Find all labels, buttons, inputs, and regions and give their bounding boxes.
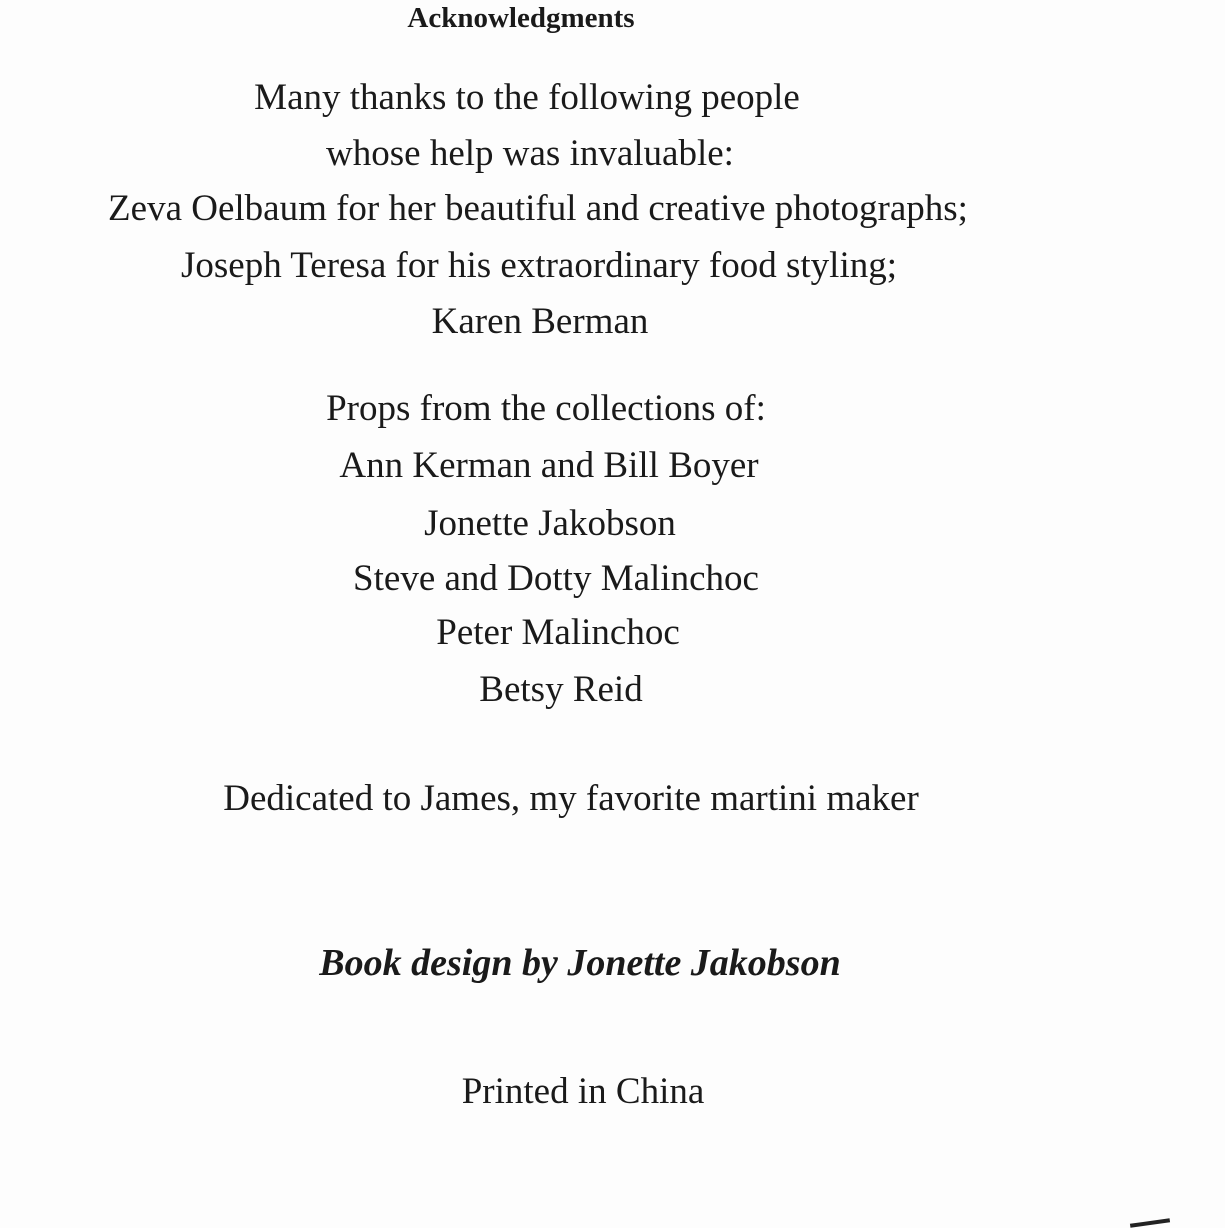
- thanks-line: Zeva Oelbaum for her beautiful and creative photographs;: [108, 188, 968, 229]
- thanks-line: Karen Berman: [431, 301, 649, 342]
- dedication: Dedicated to James, my favorite martini maker: [223, 778, 919, 819]
- thanks-line: whose help was invaluable:: [326, 133, 734, 174]
- props-heading: Props from the collections of:: [326, 388, 766, 429]
- page-edge-shadow: [1130, 1218, 1170, 1228]
- design-credit: Book design by Jonette Jakobson: [319, 942, 841, 984]
- props-line: Ann Kerman and Bill Boyer: [339, 445, 759, 486]
- props-line: Steve and Dotty Malinchoc: [353, 558, 759, 599]
- props-line: Jonette Jakobson: [424, 503, 676, 544]
- printed-in: Printed in China: [461, 1071, 705, 1112]
- page-title: Acknowledgments: [407, 2, 635, 34]
- thanks-line: Joseph Teresa for his extraordinary food styling;: [180, 245, 898, 286]
- thanks-line: Many thanks to the following people: [254, 77, 800, 118]
- props-line: Peter Malinchoc: [436, 612, 680, 653]
- props-line: Betsy Reid: [479, 669, 643, 710]
